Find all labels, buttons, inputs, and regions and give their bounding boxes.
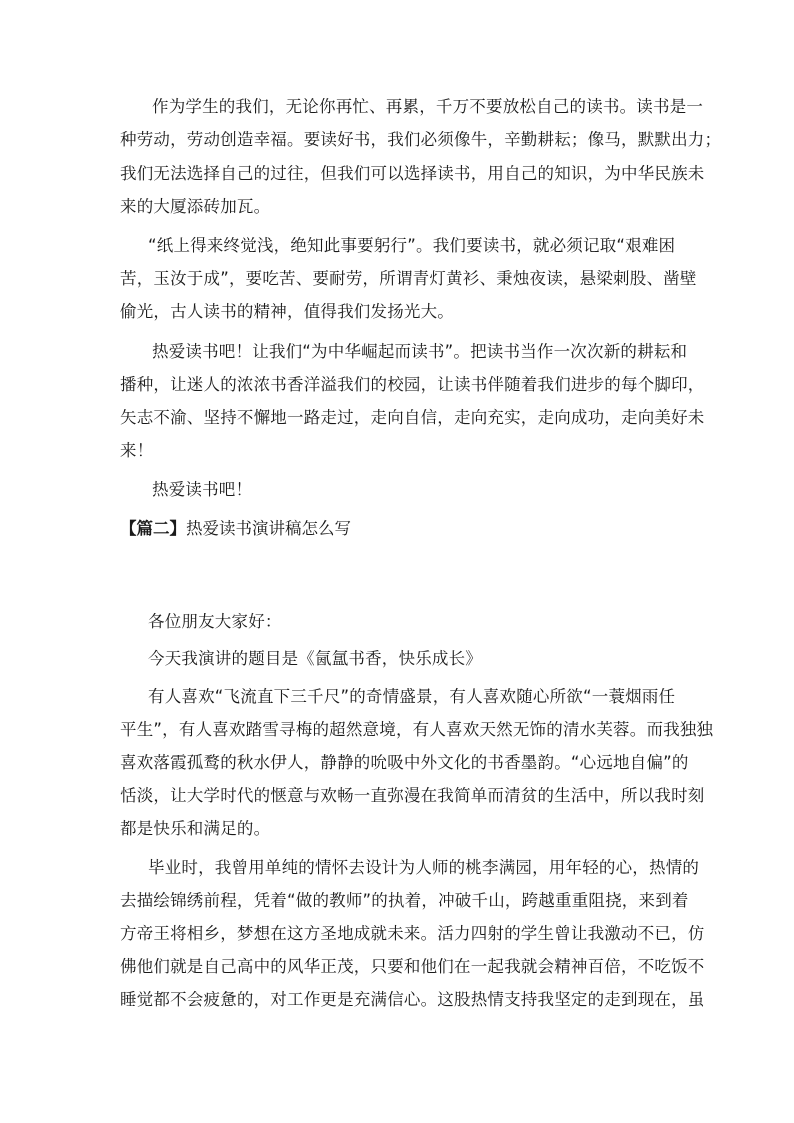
speech-topic: 今天我演讲的题目是《氤氲书香，快乐成长》 [148, 649, 482, 668]
p3-line-3: 矢志不渝、坚持不懈地一路走过，走向自信，走向充实，走向成功，走向美好未 [120, 408, 705, 427]
p3-line-1: 热爱读书吧！让我们“为中华崛起而读书”。把读书当作一次次新的耕耘和 [152, 342, 688, 361]
s3-line-5: 都是快乐和满足的。 [120, 819, 271, 838]
p2-line-2: 苦，玉汝于成”，要吃苦、要耐劳，所谓青灯黄衫、秉烛夜读，悬梁刺股、凿壁 [120, 269, 697, 288]
s3-line-3: 喜欢落霞孤鹜的秋水伊人，静静的吮吸中外文化的书香墨韵。“心远地自偏”的 [120, 753, 689, 772]
p2-line-1: “纸上得来终觉浅，绝知此事要躬行”。我们要读书，就必须记取“艰难困 [148, 236, 676, 255]
p4-line-1: 热爱读书吧！ [152, 480, 253, 499]
s3-line-1: 有人喜欢“飞流直下三千尺”的奇情盛景，有人喜欢随心所欲“一蓑烟雨任 [148, 687, 676, 706]
section-heading [120, 518, 351, 540]
p1-line-2: 种劳动，劳动创造幸福。要读好书，我们必须像牛，辛勤耕耘；像马，默默出力； [120, 130, 722, 149]
p1-line-1: 作为学生的我们，无论你再忙、再累，千万不要放松自己的读书。读书是一 [152, 97, 704, 116]
s4-line-5: 睡觉都不会疲惫的，对工作更是充满信心。这股热情支持我坚定的走到现在，虽 [120, 990, 705, 1009]
p2-line-3: 偷光，古人读书的精神，值得我们发扬光大。 [120, 302, 454, 321]
s3-line-2: 平生”，有人喜欢踏雪寻梅的超然意境，有人喜欢天然无饰的清水芙蓉。而我独独 [120, 720, 714, 739]
s3-line-4: 恬淡，让大学时代的惬意与欢畅一直弥漫在我简单而清贫的生活中，所以我时刻 [120, 786, 705, 805]
section-tag: 【篇二】 [120, 519, 186, 538]
speech-greeting: 各位朋友大家好： [148, 612, 282, 631]
s4-line-1: 毕业时，我曾用单纯的情怀去设计为人师的桃李满园，用年轻的心，热情的 [148, 858, 700, 877]
p3-line-4: 来！ [120, 441, 154, 460]
section-title: 热爱读书演讲稿怎么写 [186, 519, 351, 538]
s4-line-3: 方帝王将相乡，梦想在这方圣地成就未来。活力四射的学生曾让我激动不已，仿 [120, 924, 705, 943]
p1-line-4: 来的大厦添砖加瓦。 [120, 197, 271, 216]
s4-line-4: 佛他们就是自己高中的风华正茂，只要和他们在一起我就会精神百倍，不吃饭不 [120, 957, 705, 976]
s4-line-2: 去描绘锦绣前程，凭着“做的教师”的执着，冲破千山，跨越重重阻挠，来到着 [120, 891, 689, 910]
p1-line-3: 我们无法选择自己的过往，但我们可以选择读书，用自己的知识，为中华民族未 [120, 164, 705, 183]
p3-line-2: 播种，让迷人的浓浓书香洋溢我们的校园，让读书伴随着我们进步的每个脚印， [120, 375, 705, 394]
